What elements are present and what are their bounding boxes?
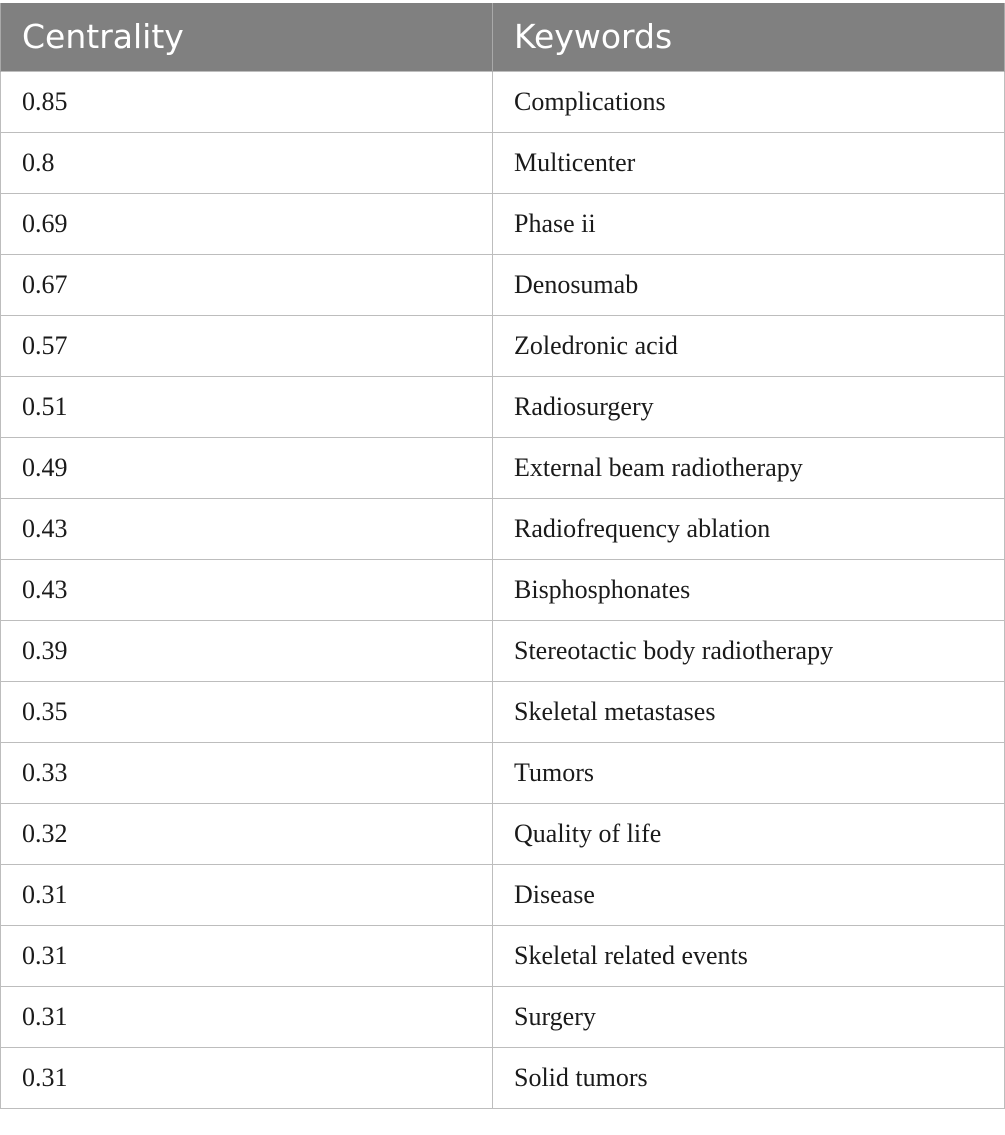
- header-centrality: Centrality: [1, 3, 493, 71]
- centrality-cell: 0.32: [1, 803, 493, 864]
- table-row: [1, 620, 1005, 681]
- centrality-cell: 0.51: [1, 376, 493, 437]
- keyword-cell: Skeletal metastases: [493, 681, 1005, 742]
- header-keywords: Keywords: [493, 3, 1005, 71]
- table-row: [1, 925, 1005, 986]
- keyword-cell: Solid tumors: [493, 1047, 1005, 1108]
- keyword-cell: Surgery: [493, 986, 1005, 1047]
- table-header: [1, 3, 1005, 71]
- keywords-table: [0, 3, 1005, 1109]
- table-row: [1, 71, 1005, 132]
- centrality-cell: 0.39: [1, 620, 493, 681]
- keyword-cell: Skeletal related events: [493, 925, 1005, 986]
- keyword-cell: Stereotactic body radiotherapy: [493, 620, 1005, 681]
- header-row: [1, 3, 1005, 71]
- table-row: [1, 132, 1005, 193]
- centrality-cell: 0.85: [1, 71, 493, 132]
- keyword-cell: Denosumab: [493, 254, 1005, 315]
- table-row: [1, 803, 1005, 864]
- table-body: [1, 71, 1005, 1108]
- keyword-cell: Phase ii: [493, 193, 1005, 254]
- table-row: [1, 437, 1005, 498]
- table-row: [1, 254, 1005, 315]
- centrality-cell: 0.31: [1, 925, 493, 986]
- keyword-cell: Quality of life: [493, 803, 1005, 864]
- keyword-cell: Bisphosphonates: [493, 559, 1005, 620]
- table-row: [1, 1047, 1005, 1108]
- centrality-cell: 0.31: [1, 1047, 493, 1108]
- table-row: [1, 376, 1005, 437]
- keyword-cell: Zoledronic acid: [493, 315, 1005, 376]
- keyword-cell: Tumors: [493, 742, 1005, 803]
- keyword-cell: External beam radiotherapy: [493, 437, 1005, 498]
- table-row: [1, 498, 1005, 559]
- centrality-cell: 0.43: [1, 559, 493, 620]
- centrality-cell: 0.57: [1, 315, 493, 376]
- centrality-cell: 0.49: [1, 437, 493, 498]
- keyword-cell: Radiofrequency ablation: [493, 498, 1005, 559]
- centrality-cell: 0.43: [1, 498, 493, 559]
- table-row: [1, 742, 1005, 803]
- centrality-cell: 0.31: [1, 864, 493, 925]
- keyword-cell: Complications: [493, 71, 1005, 132]
- centrality-cell: 0.67: [1, 254, 493, 315]
- table-row: [1, 681, 1005, 742]
- keyword-cell: Radiosurgery: [493, 376, 1005, 437]
- table-row: [1, 315, 1005, 376]
- keyword-cell: Disease: [493, 864, 1005, 925]
- table-row: [1, 193, 1005, 254]
- table-row: [1, 559, 1005, 620]
- table-row: [1, 986, 1005, 1047]
- centrality-cell: 0.31: [1, 986, 493, 1047]
- centrality-cell: 0.69: [1, 193, 493, 254]
- table-row: [1, 864, 1005, 925]
- centrality-cell: 0.35: [1, 681, 493, 742]
- keyword-cell: Multicenter: [493, 132, 1005, 193]
- centrality-cell: 0.33: [1, 742, 493, 803]
- centrality-cell: 0.8: [1, 132, 493, 193]
